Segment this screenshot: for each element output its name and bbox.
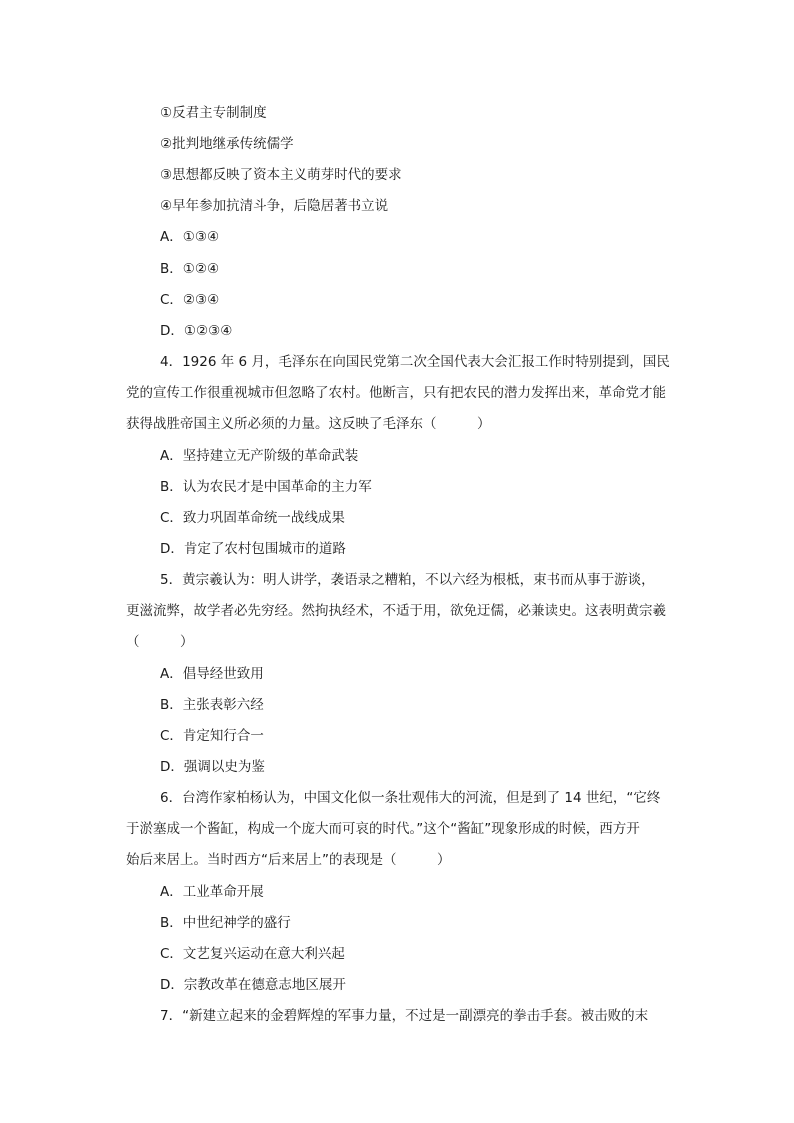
q4-option-a: A．坚持建立无产阶级的革命武装 — [160, 448, 359, 464]
q6-stem-line-2: 于淤塞成一个酱缸，构成一个庞大而可哀的时代。”这个“酱缸”现象形成的时候，西方开 — [126, 821, 640, 837]
q5-option-d: D．强调以史为鉴 — [160, 759, 265, 775]
q6-stem-line-1: 6．台湾作家柏杨认为，中国文化似一条壮观伟大的河流，但是到了 14 世纪，“它终 — [160, 790, 661, 806]
q5-option-a: A．倡导经世致用 — [160, 666, 264, 682]
q3-option-b: B．①②④ — [160, 261, 220, 277]
q6-option-a: A．工业革命开展 — [160, 884, 264, 900]
q6-option-c: C．文艺复兴运动在意大利兴起 — [160, 946, 345, 962]
q3-option-d: D．①②③④ — [160, 323, 233, 339]
q7-stem-line-1: 7．“新建立起来的金碧辉煌的军事力量，不过是一副漂亮的拳击手套。被击败的末 — [160, 1008, 649, 1024]
q5-option-b: B．主张表彰六经 — [160, 697, 264, 713]
q3-option-a: A．①③④ — [160, 229, 220, 245]
q4-option-c: C．致力巩固革命统一战线成果 — [160, 510, 345, 526]
q5-option-c: C．肯定知行合一 — [160, 728, 264, 744]
q5-stem-line-3: （ ） — [126, 634, 194, 650]
q4-option-d: D．肯定了农村包围城市的道路 — [160, 541, 346, 557]
q3-statement-4: ④早年参加抗清斗争，后隐居著书立说 — [160, 198, 389, 214]
q4-stem-line-1: 4．1926 年 6 月，毛泽东在向国民党第二次全国代表大会汇报工作时特别提到，国民 — [160, 354, 670, 370]
q3-statement-2: ②批判地继承传统儒学 — [160, 136, 294, 152]
q6-option-b: B．中世纪神学的盛行 — [160, 915, 291, 931]
q3-statement-1: ①反君主专制制度 — [160, 105, 267, 121]
q4-option-b: B．认为农民才是中国革命的主力军 — [160, 479, 372, 495]
q5-stem-line-2: 更滋流弊，故学者必先穷经。然拘执经术，不适于用，欲免迂儒，必兼读史。这表明黄宗羲 — [126, 603, 666, 619]
q6-option-d: D．宗教改革在德意志地区展开 — [160, 977, 346, 993]
q3-option-c: C．②③④ — [160, 292, 220, 308]
q4-stem-line-2: 党的宣传工作很重视城市但忽略了农村。他断言，只有把农民的潜力发挥出来，革命党才能 — [126, 385, 666, 401]
q5-stem-line-1: 5．黄宗羲认为：明人讲学，袭语录之糟粕，不以六经为根柢，束书而从事于游谈， — [160, 572, 655, 588]
q4-stem-line-3: 获得战胜帝国主义所必须的力量。这反映了毛泽东（ ） — [126, 416, 491, 432]
q3-statement-3: ③思想都反映了资本主义萌芽时代的要求 — [160, 167, 402, 183]
q6-stem-line-3: 始后来居上。当时西方“后来居上”的表现是（ ） — [126, 852, 451, 868]
